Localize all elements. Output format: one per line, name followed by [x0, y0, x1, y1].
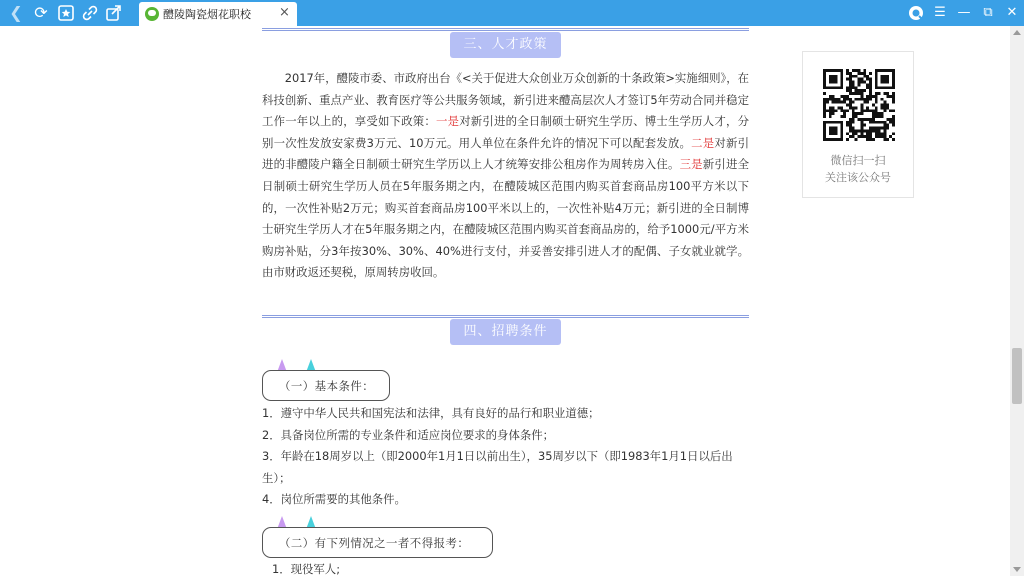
list-item: 1．遵守中华人民共和国宪法和法律，具有良好的品行和职业道德； [262, 406, 600, 420]
qr-caption-line1: 微信扫一扫 [830, 154, 886, 167]
section-header-talent-policy [262, 26, 749, 54]
scroll-down-icon[interactable] [1013, 567, 1021, 572]
section-divider [262, 28, 749, 31]
back-icon[interactable]: ❮ [9, 3, 23, 22]
menu-icon[interactable]: ☰ [934, 5, 946, 20]
policy-marker-1: 一是 [436, 114, 460, 129]
bookmark-icon[interactable] [56, 3, 76, 23]
subheading-label: （一）基本条件： [279, 379, 375, 393]
list-item: 3．年龄在18周岁以上（即2000年1月1日以前出生），35周岁以下（即1983年1月1日以后出生）； [262, 449, 733, 485]
scrollbar-thumb[interactable] [1012, 348, 1022, 404]
assistant-icon[interactable] [906, 3, 926, 23]
section-title: 四、招聘条件 [450, 319, 561, 345]
qr-code-image [823, 69, 895, 141]
policy-intro: 2017年，醴陵市委、市政府出台《<关于促进大众创业万众创新的十条政策>实施细则》，在科技创新、重点产业、教育医疗等公共服务领域，新引进来醴高层次人才签订5年劳动合同并稳定工作一年以上的，享受如下政策： [262, 71, 749, 129]
tab-title: 醴陵陶瓷烟花职校 [163, 8, 251, 21]
vertical-scrollbar[interactable] [1010, 26, 1024, 576]
link-icon[interactable] [80, 3, 100, 23]
wechat-icon [145, 7, 159, 21]
list-item: 1．现役军人; [272, 562, 341, 576]
share-icon[interactable] [104, 3, 124, 23]
section-header-recruitment [262, 315, 749, 343]
subheading-label: （二）有下列情况之一者不得报考： [279, 536, 470, 550]
list-item: 4．岗位所需要的其他条件。 [262, 492, 406, 506]
list-item: 2．具备岗位所需的专业条件和适应岗位要求的身体条件； [262, 428, 555, 442]
policy-text-1: 对新引进的全日制硕士研究生学历、博士生学历人才，分别一次性发放安家费3万元、10万元。用人单位在条件允许的情况下可以配套发放。 [262, 114, 749, 150]
scroll-up-icon[interactable] [1013, 30, 1021, 35]
browser-tab[interactable] [139, 2, 297, 26]
close-icon[interactable]: ✕ [1006, 5, 1018, 20]
browser-toolbar [0, 0, 1024, 26]
minimize-icon[interactable]: — [957, 5, 971, 20]
policy-marker-2: 二是 [691, 135, 715, 150]
refresh-icon[interactable]: ⟳ [34, 3, 48, 22]
qr-caption-line2: 关注该公众号 [825, 171, 891, 184]
subheading-disqualifications [262, 527, 493, 558]
section-title: 三、人才政策 [450, 32, 561, 58]
talent-policy-paragraph [262, 68, 749, 284]
section-divider [262, 315, 749, 318]
restore-icon[interactable]: ⧉ [983, 5, 993, 20]
policy-marker-3: 三是 [679, 157, 703, 172]
policy-text-3: 新引进全日制硕士研究生学历人员在5年服务期之内，在醴陵城区范围内购买首套商品房100平方米以下的，一次性补贴2万元；购买首套商品房100平米以上的，一次性补贴4万元；新引进的全日制博士研究生学历人才在5年服务期之内，在醴陵城区范围内购买首套商品房的，给予1000元/平方米购房补贴，分3年按30%、30%、40%进行支付，并妥善安排引进人才的配偶、子女就业就学。由市财政返还契税，原周转房收回。 [262, 157, 749, 280]
qr-code-card [802, 51, 914, 198]
tab-close-button[interactable]: × [279, 5, 290, 20]
subheading-basic-conditions [262, 370, 390, 401]
policy-text-2: 对新引进的非醴陵户籍全日制硕士研究生学历以上人才统筹安排公租房作为周转房入住。 [262, 135, 749, 172]
